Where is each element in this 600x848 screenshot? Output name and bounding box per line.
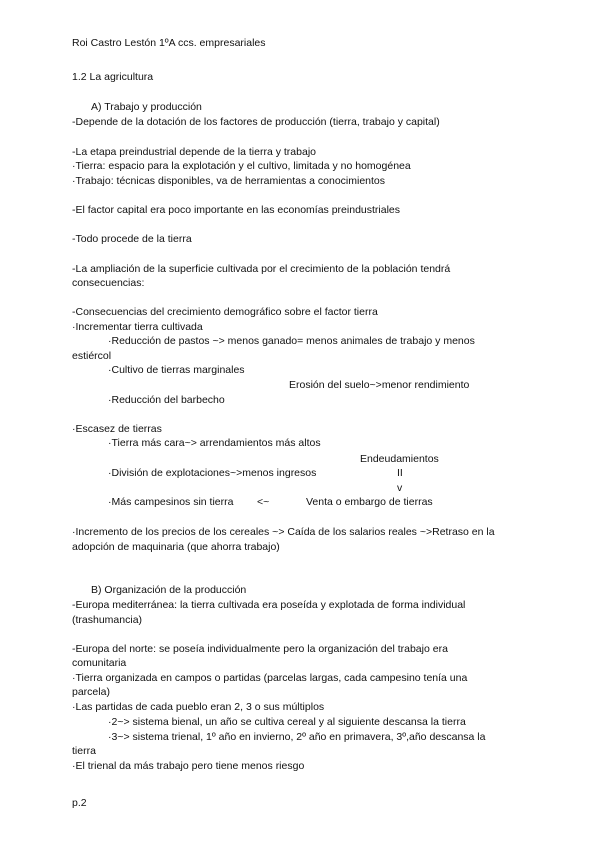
text-line: -La ampliación de la superficie cultivada por el crecimiento de la población tendrá xyxy=(72,263,451,275)
arrow-glyph: v xyxy=(397,482,403,494)
arrow-glyph: <~ xyxy=(257,496,270,508)
text-line: adopción de maquinaria (que ahorra trabajo) xyxy=(72,541,280,553)
text-line: ·División de explotaciones~>menos ingresos xyxy=(108,467,317,479)
text-line: -Europa mediterránea: la tierra cultivada era poseída y explotada de forma individual xyxy=(72,599,466,611)
text-line: ·Más campesinos sin tierra xyxy=(108,496,234,508)
text-line: estiércol xyxy=(72,350,112,362)
text-line: ·Las partidas de cada pueblo eran 2, 3 o sus múltiplos xyxy=(72,701,325,713)
arrow-glyph: II xyxy=(397,467,403,479)
text-line: -Depende de la dotación de los factores de producción (tierra, trabajo y capital) xyxy=(72,116,440,128)
text-line: -La etapa preindustrial depende de la tierra y trabajo xyxy=(72,146,316,158)
text-line: ·3~> sistema trienal, 1º año en invierno, 2º año en primavera, 3º,año descansa la xyxy=(108,731,486,743)
text-line: ·Tierra: espacio para la explotación y el cultivo, limitada y no homogénea xyxy=(72,160,411,172)
text-line: ·Reducción de pastos ~> menos ganado= menos animales de trabajo y menos xyxy=(108,335,475,347)
text-line: tierra xyxy=(72,745,96,757)
text-line: -Consecuencias del crecimiento demográfico sobre el factor tierra xyxy=(72,306,378,318)
subsection-heading-a: A) Trabajo y producción xyxy=(91,101,202,113)
text-line: Venta o embargo de tierras xyxy=(306,496,433,508)
text-line: -El factor capital era poco importante en las economías preindustriales xyxy=(72,204,401,216)
text-line: ·El trienal da más trabajo pero tiene menos riesgo xyxy=(72,760,305,772)
text-line: ·Cultivo de tierras marginales xyxy=(108,364,245,376)
text-line: ·2~> sistema bienal, un año se cultiva cereal y al siguiente descansa la tierra xyxy=(108,716,466,728)
text-line: ·Reducción del barbecho xyxy=(108,394,225,406)
text-line: parcela) xyxy=(72,686,110,698)
document-header: Roi Castro Lestón 1ºA ccs. empresariales xyxy=(72,37,266,49)
text-line: ·Trabajo: técnicas disponibles, va de herramientas a conocimientos xyxy=(72,175,386,187)
text-line: -Todo procede de la tierra xyxy=(72,233,192,245)
text-line: ·Incremento de los precios de los cereales ~> Caída de los salarios reales ~>Retraso en la xyxy=(72,526,495,538)
text-line: ·Escasez de tierras xyxy=(72,423,162,435)
page-number: p.2 xyxy=(72,797,87,809)
text-line: Endeudamientos xyxy=(360,453,439,465)
text-line: ·Tierra más cara~> arrendamientos más altos xyxy=(108,437,321,449)
text-line: (trashumancia) xyxy=(72,614,143,626)
text-line: Erosión del suelo~>menor rendimiento xyxy=(289,379,470,391)
text-line: comunitaria xyxy=(72,657,127,669)
subsection-heading-b: B) Organización de la producción xyxy=(91,584,247,596)
text-line: -Europa del norte: se poseía individualmente pero la organización del trabajo era xyxy=(72,643,448,655)
text-line: consecuencias: xyxy=(72,277,145,289)
text-line: ·Incrementar tierra cultivada xyxy=(72,321,203,333)
section-title: 1.2 La agricultura xyxy=(72,71,154,83)
text-line: ·Tierra organizada en campos o partidas (parcelas largas, cada campesino tenía una xyxy=(72,672,468,684)
